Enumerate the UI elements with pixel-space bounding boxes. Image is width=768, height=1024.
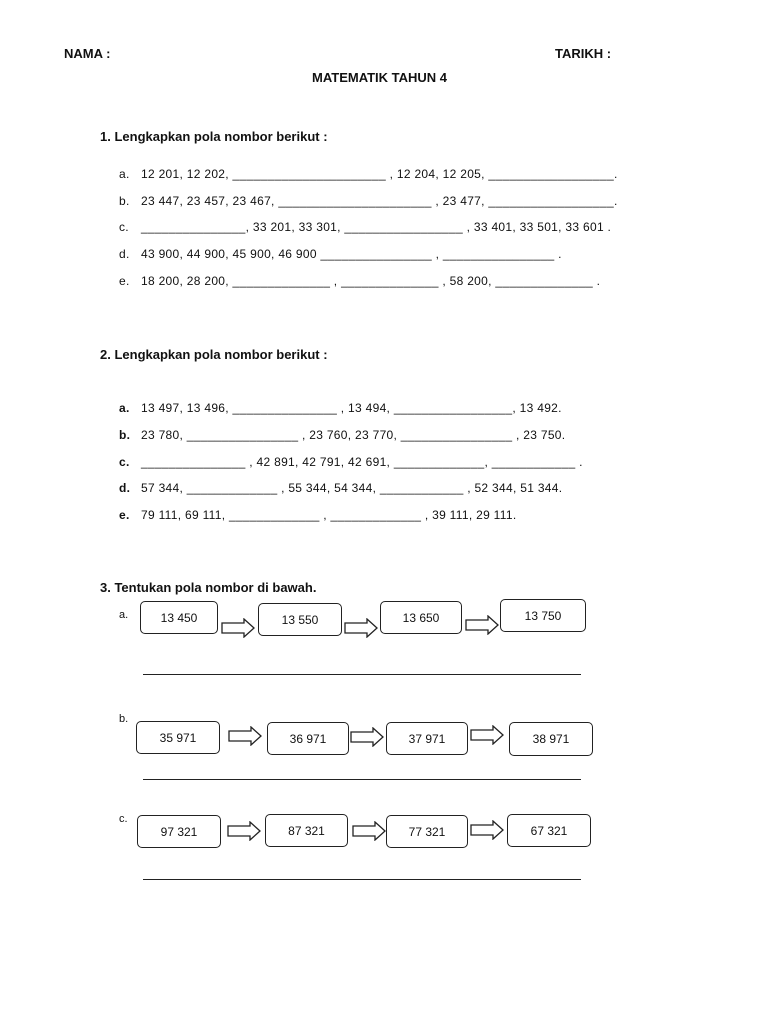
q3-row-c-answer-line — [143, 879, 581, 880]
q1-item-b: b. 23 447, 23 457, 23 467, ______________________ , 23 477, __________________. — [119, 194, 618, 208]
q3-row-b-box-1: 35 971 — [136, 721, 220, 754]
arrow-right-icon — [470, 725, 504, 745]
q3-row-a-answer-line — [143, 674, 581, 675]
q3-row-a-letter: a. — [119, 609, 129, 621]
q2-item-d: d. 57 344, _____________ , 55 344, 54 344, ____________ , 52 344, 51 344. — [119, 481, 563, 495]
q2-item-e: e. 79 111, 69 111, _____________ , _____________ , 39 111, 29 111. — [119, 508, 517, 522]
q3-row-a-box-4: 13 750 — [500, 599, 586, 632]
arrow-right-icon — [227, 821, 261, 841]
arrow-right-icon — [221, 618, 255, 638]
q3-row-c-box-2: 87 321 — [265, 814, 348, 847]
q2-item-c: c. _______________ , 42 891, 42 791, 42 691, _____________, ____________ . — [119, 455, 583, 469]
date-label: TARIKH : — [555, 46, 612, 61]
q3-row-c-box-3: 77 321 — [386, 815, 468, 848]
q3-row-c-box-4: 67 321 — [507, 814, 591, 847]
q2-item-a: a. 13 497, 13 496, _______________ , 13 494, _________________, 13 492. — [119, 401, 562, 415]
q3-row-a-box-2: 13 550 — [258, 603, 342, 636]
q1-item-c: c. _______________, 33 201, 33 301, _________________ , 33 401, 33 501, 33 601 . — [119, 220, 612, 234]
q3-row-b-letter: b. — [119, 713, 129, 725]
q1-item-e: e. 18 200, 28 200, ______________ , ______________ , 58 200, ______________ . — [119, 274, 601, 288]
arrow-right-icon — [470, 820, 504, 840]
arrow-right-icon — [465, 615, 499, 635]
q3-row-b-answer-line — [143, 779, 581, 780]
q2-item-b: b. 23 780, ________________ , 23 760, 23 770, ________________ , 23 750. — [119, 428, 566, 442]
q1-item-d: d. 43 900, 44 900, 45 900, 46 900 ________________ , ________________ . — [119, 247, 562, 261]
q1-title: 1. Lengkapkan pola nombor berikut : — [100, 129, 328, 144]
q2-title: 2. Lengkapkan pola nombor berikut : — [100, 347, 328, 362]
q3-row-b-box-4: 38 971 — [509, 722, 593, 756]
q3-row-c-letter: c. — [119, 813, 128, 825]
q3-row-c-box-1: 97 321 — [137, 815, 221, 848]
q3-row-b-box-3: 37 971 — [386, 722, 468, 755]
page-title: MATEMATIK TAHUN 4 — [312, 70, 448, 85]
q3-title: 3. Tentukan pola nombor di bawah. — [100, 580, 317, 595]
q1-item-a: a. 12 201, 12 202, ______________________ , 12 204, 12 205, __________________. — [119, 167, 618, 181]
arrow-right-icon — [352, 821, 386, 841]
arrow-right-icon — [228, 726, 262, 746]
arrow-right-icon — [344, 618, 378, 638]
name-label: NAMA : — [64, 46, 111, 61]
q3-row-b-box-2: 36 971 — [267, 722, 349, 755]
arrow-right-icon — [350, 727, 384, 747]
q3-row-a-box-3: 13 650 — [380, 601, 462, 634]
q3-row-a-box-1: 13 450 — [140, 601, 218, 634]
